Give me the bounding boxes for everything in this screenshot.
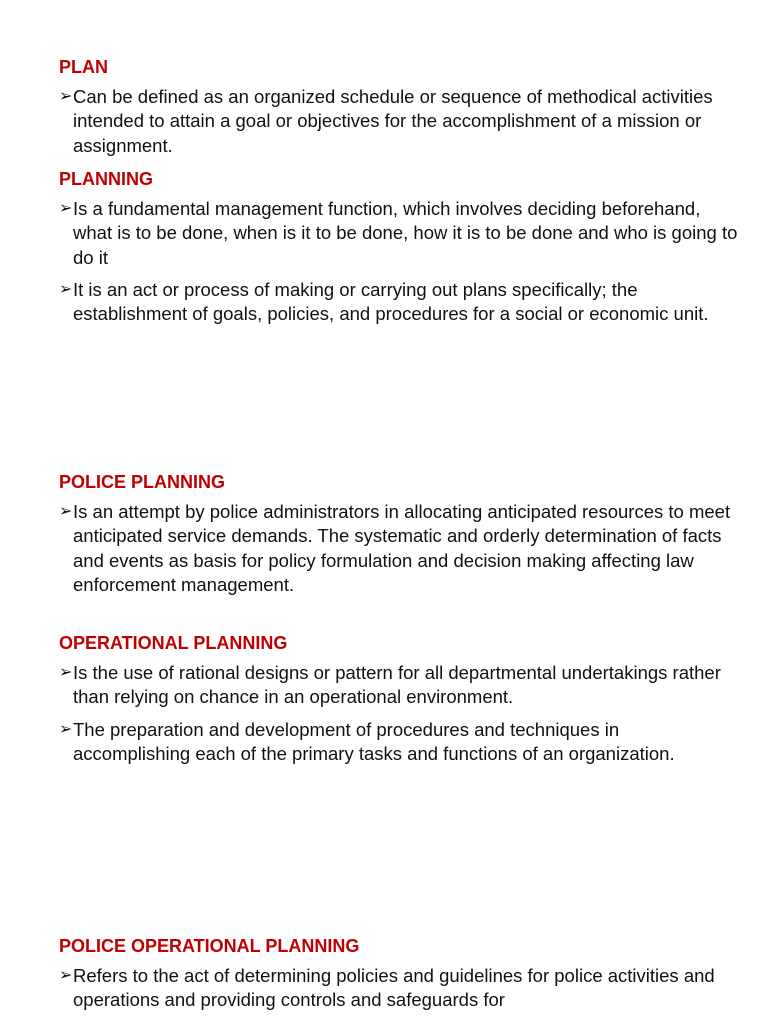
- arrowhead-bullet-icon: [59, 197, 73, 221]
- section-police-operational-planning: [59, 934, 739, 1021]
- bullet-text: It is an act or process of making or carrying out plans specifically; the establishment of goals, policies, and procedures for a social or economic unit.: [73, 278, 709, 325]
- section-heading: POLICE PLANNING: [59, 472, 226, 492]
- bullet-text: Is the use of rational designs or pattern for all departmental undertakings rather than relying on chance in an operational environment.: [73, 662, 721, 708]
- section-plan: [59, 55, 739, 166]
- section-heading: PLANNING: [59, 169, 153, 189]
- bullet-text: Is a fundamental management function, which involves deciding beforehand, what is to be done, when is it to be done, how it is to be done and who is going to do it: [73, 198, 738, 268]
- section-planning: [59, 167, 739, 334]
- bullet-item: [59, 197, 739, 270]
- arrowhead-bullet-icon: [59, 964, 73, 988]
- bullet-item: [59, 278, 739, 327]
- section-police-planning: [59, 470, 739, 605]
- bullet-text: Can be defined as an organized schedule or sequence of methodical activities intended to attain a goal or objectives for the accomplishment of a mission or assignment.: [73, 86, 713, 156]
- arrowhead-bullet-icon: [59, 278, 73, 302]
- bullet-text: The preparation and development of procedures and techniques in accomplishing each of the primary tasks and functions of an organization.: [73, 718, 675, 764]
- bullet-item: [59, 661, 739, 710]
- bullet-item: [59, 500, 739, 597]
- arrowhead-bullet-icon: [59, 500, 73, 524]
- bullet-text: Refers to the act of determining policies and guidelines for police activities and operations and providing controls and safeguards for: [73, 965, 715, 1011]
- section-operational-planning: [59, 631, 739, 774]
- arrowhead-bullet-icon: [59, 85, 73, 109]
- bullet-item: [59, 718, 739, 767]
- arrowhead-bullet-icon: [59, 661, 73, 685]
- arrowhead-bullet-icon: [59, 718, 73, 742]
- section-heading: PLAN: [59, 57, 108, 77]
- section-heading: POLICE OPERATIONAL PLANNING: [59, 936, 360, 956]
- section-heading: OPERATIONAL PLANNING: [59, 633, 288, 653]
- bullet-text: Is an attempt by police administrators in allocating anticipated resources to meet anticipated service demands. The systematic and orderly determination of facts and events as basis for policy formulation and decision making affecting law enforcement management.: [73, 501, 731, 595]
- bullet-item: [59, 85, 739, 158]
- bullet-item: [59, 964, 739, 1013]
